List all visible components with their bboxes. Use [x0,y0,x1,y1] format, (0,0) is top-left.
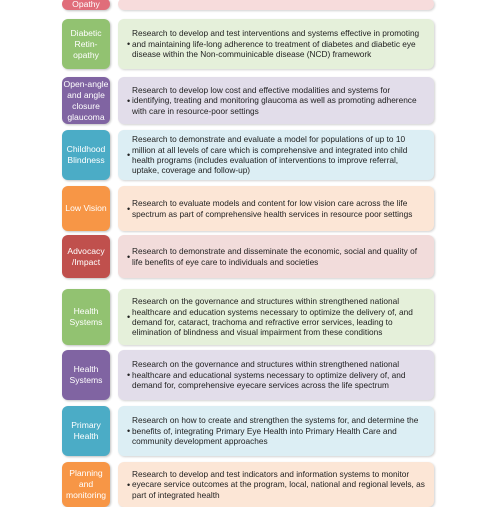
category-label: Childhood Blindness [62,130,110,180]
bullet-icon: • [127,425,131,436]
category-label: Open-angle and angle closure glaucoma [62,77,110,124]
category-label: Low Vision [62,186,110,231]
priority-row [62,77,434,124]
priority-description-box [118,0,434,10]
priority-text: Research to develop low cost and effective modalities and systems for identifying, treating and monitoring glaucoma as well as promoting adherence with care in resource-poor settings [132,84,417,116]
bullet-icon: • [127,479,131,490]
priority-text: Research on how to create and strengthen the systems for, and determine the benefits of, integrating Primary Eye Health into Primary Health Care and community development approaches [132,415,419,447]
category-label: Diabetic Retin-opathy [62,19,110,69]
priority-text: Research to demonstrate and evaluate a model for populations of up to 10 million at all levels of care which is comprehensive and integrated into child health programs (includes evaluation of interventions to improve referral, uptake, coverage and follow-up) [132,134,408,176]
priority-row [62,0,434,10]
priority-description-box [118,77,434,124]
priority-row [62,186,434,231]
priority-description-box [118,130,434,180]
priority-text: Research on the governance and structures within strengthened national healthcare and education systems necessary to optimize the delivery of, and demand for, cataract, trachoma and refractive error services, leading to elimination of blindness and visual impairment from these conditions [132,296,413,338]
category-label: Advocacy /Impact [62,235,110,278]
priority-text: Research to develop and test indicators and information systems to monitor eyecare service outcomes at the program, local, national and regional levels, as part of integrated health [132,468,425,500]
bullet-icon: • [127,311,131,322]
bullet-icon: • [127,369,131,380]
bullet-icon: • [127,149,131,160]
bullet-icon: • [127,95,131,106]
category-label: Health Systems [62,350,110,400]
category-label: Planning and monitoring [62,462,110,507]
priority-description-box [118,406,434,456]
priority-row [62,462,434,507]
priority-text: Research on the governance and structures within strengthened national healthcare and educational systems necessary to optimize delivery of, and demand for, comprehensive eyecare services across the life spectrum [132,359,406,391]
priority-description-box [118,19,434,69]
category-label: Primary Health [62,406,110,456]
priority-row [62,19,434,69]
priority-row [62,130,434,180]
category-label: Health Systems [62,289,110,345]
priority-description-box [118,235,434,278]
priority-description-box [118,462,434,507]
priority-row [62,289,434,345]
priority-row [62,350,434,400]
priority-text: Research to develop and test interventions and systems effective in promoting and maintaining life-long adherence to treatment of diabetes and diabetic eye disease within the Non-commuinicable disease (NCD) framework [132,28,420,60]
priority-description-box [118,350,434,400]
priority-description-box [118,289,434,345]
bullet-icon: • [127,203,131,214]
priority-description-box [118,186,434,231]
bullet-icon: • [127,251,131,262]
priority-text: Research to evaluate models and content for low vision care across the life spectrum as part of comprehensive health services in resource poor settings [132,198,413,219]
category-label: Opathy [62,0,110,10]
priority-text: Research to demonstrate and disseminate the economic, social and quality of life benefits of eye care to individuals and societies [132,246,418,267]
priority-row [62,406,434,456]
bullet-icon: • [127,38,131,49]
priority-row [62,235,434,278]
